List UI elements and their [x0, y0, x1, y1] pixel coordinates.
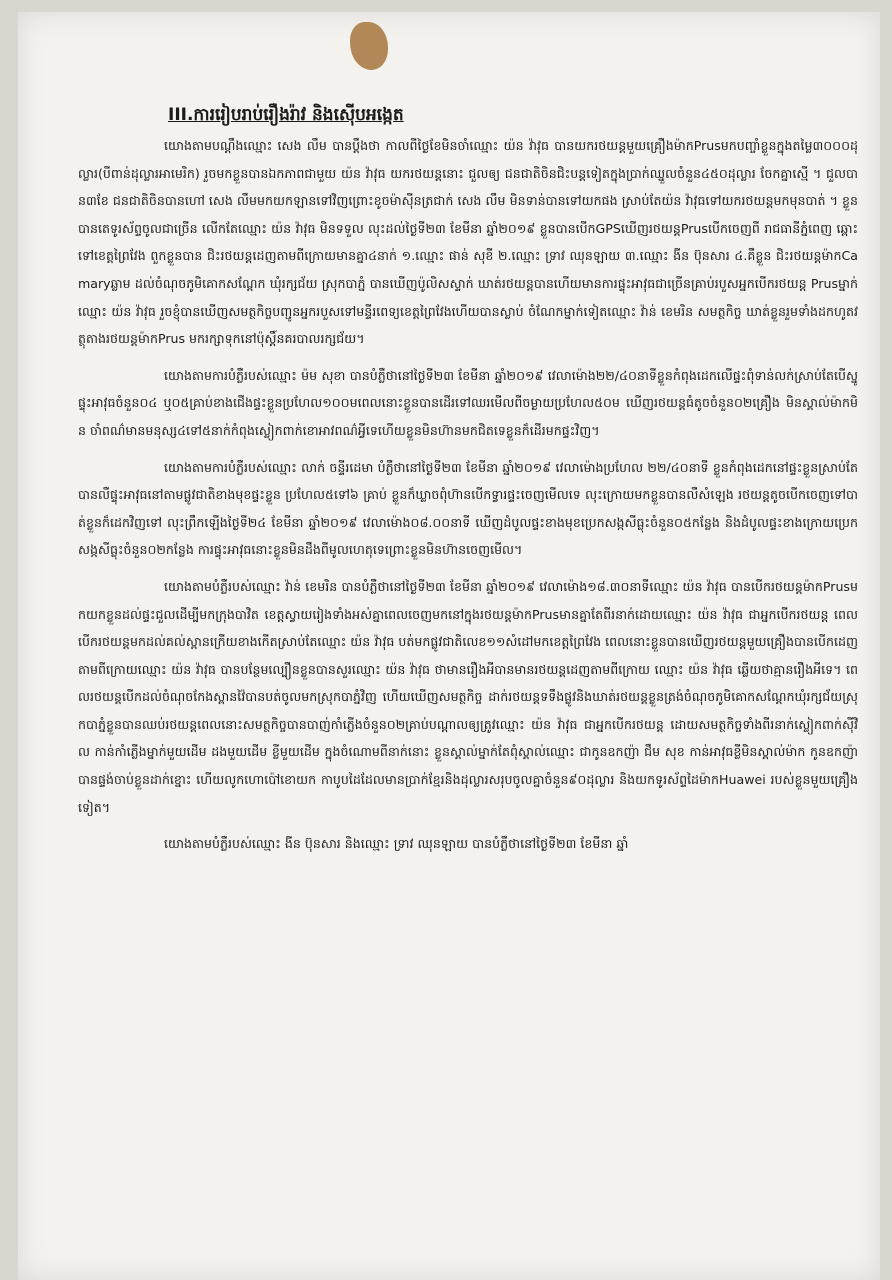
- paragraph-1: យោងតាមបណ្តឹងឈ្មោះ សេង លឹម បានប្តឹងថា កាលពីថ្ងៃខែមិនចាំឈ្មោះ យ៉ន វ៉ាវុធ បានយករថយន្តមួយគ្រឿងម៉ាកPrusមកបញ្ចាំខ្លួនក្នុងតម្លៃ៣០០០ដុល្លារ(បីពាន់ដុល្លារអាមេរិក) រួចមកខ្លួនបានឯកភាពជាមួយ យ៉ន វ៉ាវុធ យករថយន្តនោះ ជួលឲ្យ ជនជាតិចិនជិះបន្តទៀតក្នុងប្រាក់ឈ្នួលចំនួន៤៥០ដុល្លារ ចែកគ្នាស្មើ ។ ជួលបាន៣ខែ ជនជាតិចិនបានហៅ សេង លឹមមកយកឡានទៅវិញព្រោះខូចម៉ាស៊ីនត្រជាក់ សេង លឹម មិនទាន់បានទៅយកផង ស្រាប់តែយ៉ន វ៉ាវុធទៅយករថយន្តមកមុនបាត់ ។ ខ្លួនបានតេទូរស័ព្ទចូលជាច្រើន លើកតែឈ្មោះ យ៉ន វ៉ាវុធ មិនទទួល លុះដល់ថ្ងៃទី២៣ ខែមីនា ឆ្នាំ២០១៩ ខ្លួនបានបើកGPSឃើញរថយន្តPrusបើកចេញពី រាជធានីភ្នំពេញ ឆ្ពោះទៅខេត្តព្រៃវែង ពួកខ្លួនបាន ជិះរថយន្តដេញតាមពីក្រោយមានគ្នា៤នាក់ ១.ឈ្មោះ ផាន់ សុខី ២.ឈ្មោះ ទ្រាវ ឈុនឡាយ ៣.ឈ្មោះ ងីន ប៊ុនសារ ៤.គឺខ្លួន ជិះរថយន្តម៉ាកCamaryឆ្លាម ដល់ចំណុចភូមិគោកសណ្តែក ឃុំរក្សជ័យ ស្រុកបាភ្នំ បានឃើញប៉ូលិសស្ទាក់ ឃាត់រថយន្តបានហើយមានការផ្ទុះអាវុធជាច្រើនគ្រាប់របួសអ្នកបើករថយន្ត Prusម្នាក់ឈ្មោះ យ៉ន វ៉ាវុធ រួចខ្ញុំបានឃើញសមត្ថកិច្ចបញ្ជូនអ្នករបួសទៅមន្ទីរពេទ្យខេត្តព្រៃវែងហើយបានស្លាប់ ចំណែកម្នាក់ទៀតឈ្មោះ វ៉ាន់ ខេមរិន សមត្ថកិច្ច ឃាត់ខ្លួនរួមទាំងដកហូតវត្ថុតាងរថយន្តម៉ាកPrus មករក្សាទុកនៅប៉ុស្តិ៍នគរបាលរក្សជ័យ។: [78, 138, 858, 347]
- document-body: [78, 132, 858, 867]
- document-page: [18, 12, 880, 1280]
- paragraph-5: យោងតាមបំភ្លឺរបស់ឈ្មោះ ងីន ប៊ុនសារ និងឈ្មោះ ទ្រាវ ឈុនឡាយ បានបំភ្លឺថានៅថ្ងៃទី២៣ ខែមីនា ឆ្នាំ: [164, 836, 629, 852]
- stain-mark: [350, 22, 388, 70]
- paragraph-2: យោងតាមការបំភ្លឺរបស់ឈ្មោះ ម៉ម សុខា បានបំភ្លឺថានៅថ្ងៃទី២៣ ខែមីនា ឆ្នាំ២០១៩ វេលាម៉ោង២២/៤០នាទីខ្លួនកំពុងដេកលើផ្ទះពុំទាន់លក់ស្រាប់តែបើស្នូផ្ទុះអាវុធចំនួន០៤ ឬ០៥គ្រាប់ខាងជើងផ្ទះខ្លួនប្រហែល១០០មពេលនោះខ្លួនបានដើរទៅឈរមើលពីចម្ងាយប្រហែល៥០ម ឃើញរថយន្តធំតូចចំនួន០២គ្រឿង មិនស្គាល់ម៉ាកមិន ចាំពណ៌មានមនុស្ស៤ទៅ៥នាក់កំពុងស្លៀកពាក់ខោអាវពណ៌អ្វីទេហើយខ្លួនមិនហ៊ានមកជិតទេខ្លួនក៏ដើរមកផ្ទះវិញ។: [78, 367, 858, 438]
- paragraph-3: យោងតាមការបំភ្លឺរបស់ឈ្មោះ លាក់ ចន្ទីរដេមា បំភ្លឺថានៅថ្ងៃទី២៣ ខែមីនា ឆ្នាំ២០១៩ វេលាម៉ោងប្រហែល ២២/៤០នាទី ខ្លួនកំពុងដេកនៅផ្ទះខ្លួនស្រាប់តែ បានលឺផ្ទុះអាវុធនៅតាមផ្លូវជាតិខាងមុខផ្ទះខ្លួន ប្រហែល៥ទៅ៦ គ្រាប់ ខ្លួនក៏ឃ្លាចពុំហ៊ានបើកទ្វារផ្ទះចេញមើលទេ លុះក្រោយមកខ្លួនបានលឺសំឡេង រថយន្តតូចបើកចេញទៅបាត់ខ្លួនក៏ដេកវិញទៅ លុះព្រឹកឡើងថ្ងៃទី២៤ ខែមីនា ឆ្នាំ២០១៩ វេលាម៉ោង០៨.០០នាទី ឃើញដំបូលផ្ទះខាងមុខប្រេកសង្កសីធ្លុះចំនួន០៥កន្លែង និងដំបូលផ្ទះខាងក្រោយប្រេកសង្កសីធ្លុះចំនួន០២កន្លែង ការផ្ទុះអាវុធនោះខ្លួនមិនដឹងពីមូលហេតុទេព្រោះខ្លួនមិនហ៊ានចេញមើល។: [78, 459, 858, 558]
- paragraph-4: យោងតាមបំភ្លឺរបស់ឈ្មោះ វ៉ាន់ ខេមរិន បានបំភ្លឺថានៅថ្ងៃទី២៣ ខែមីនា ឆ្នាំ២០១៩ វេលាម៉ោង១៨.៣០នាទីឈ្មោះ យ៉ន វ៉ាវុធ បានបើករថយន្តម៉ាកPrusមកយកខ្លួនដល់ផ្ទះជួលដើម្បីមកក្រុងបាវិត ខេត្តស្វាយរៀងទាំងអស់គ្នាពេលចេញមកនៅក្នុងរថយន្តម៉ាកPrusមានគ្នាតែពីរនាក់ដោយឈ្មោះ យ៉ន វ៉ាវុធ ជាអ្នកបើករថយន្ត ពេលបើករថយន្តមកដល់គល់ស្ពានក្រើយខាងកើតស្រាប់តែឈ្មោះ យ៉ន វ៉ាវុធ បត់មកផ្លូវជាតិលេខ១១សំដៅមកខេត្តព្រៃវែង ពេលនោះខ្លួនបានឃើញរថយន្តមួយគ្រឿងបានបើកដេញតាមពីក្រោយឈ្មោះ យ៉ន វ៉ាវុធ បានបន្ថែមល្បឿនខ្លួនបានសួរឈ្មោះ យ៉ន វ៉ាវុធ ថាមានរឿងអីបានមានរថយន្តដេញតាមពីក្រោយ ឈ្មោះ យ៉ន វ៉ាវុធ ឆ្លើយថាគ្មានរឿងអីទេ។ ពេលរថយន្តបើកដល់ចំណុចកែងស្ពានវ៉ៃបានបត់ចូលមកស្រុកបាភ្នំវិញ ហើយឃើញសមត្ថកិច្ច ដាក់រថយន្តទទឹងផ្លូវនិងឃាត់រថយន្តខ្លួនត្រង់ចំណុចភូមិគោកសណ្តែកឃុំរក្សជ័យស្រុកបាភ្នំខ្លួនបានឈប់រថយន្តពេលនោះសមត្ថកិច្ចបានបាញ់កាំភ្លើងចំនួន០២គ្រាប់បណ្តាលឲ្យត្រូវឈ្មោះ យ៉ន វ៉ាវុធ ជាអ្នកបើករថយន្ត ដោយសមត្ថកិច្ចទាំងពីរនាក់ស្លៀកពាក់ស៊ីវិល កាន់កាំភ្លើងម្នាក់មួយដើម ដងមួយដើម ខ្លីមួយដើម ក្នុងចំណោមពីនាក់នោះ ខ្លួនស្គាល់ម្នាក់តែពុំស្គាល់ឈ្មោះ ជាកូនឧកញ៉ា ជឹម សុខ កាន់អាវុធខ្លីមិនស្គាល់ម៉ាក កូនឧកញ៉ាបានផ្ទង់ចាប់ខ្លួនដាក់ខ្នោះ ហើយលូកហោប៉ៅខោយក កាបូបដៃដែលមានប្រាក់ខ្មែរនិងដុល្លារសរុបចូលគ្នាចំនួន៩០ដុល្លារ និងយកទូរស័ព្ទដៃម៉ាកHuawei របស់ខ្លួនមួយគ្រឿង ទៀត។: [78, 578, 858, 815]
- section-heading: III.ការរៀបរាប់រឿងរ៉ាវ និងស៊ើបអង្កេត: [168, 105, 404, 125]
